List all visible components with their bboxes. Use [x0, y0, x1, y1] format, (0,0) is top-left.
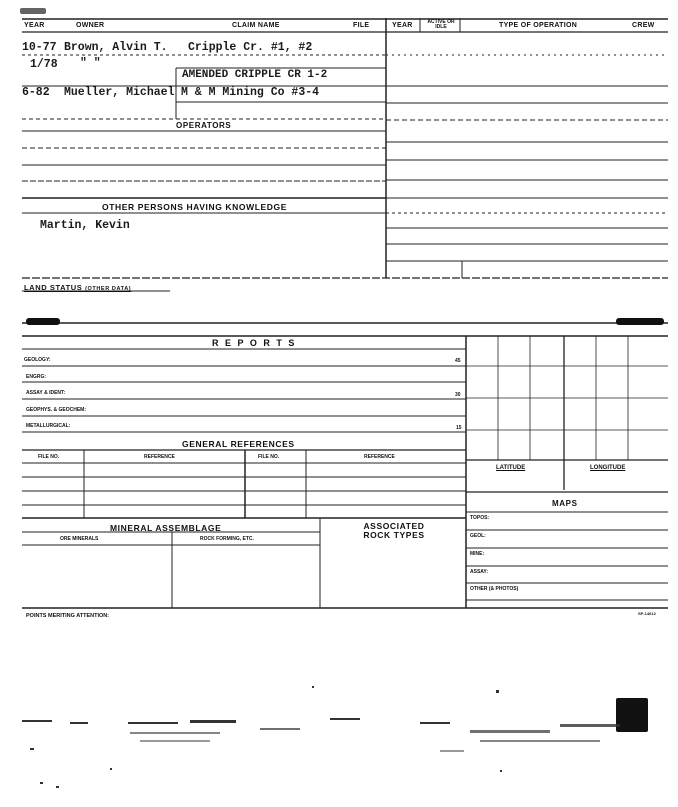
entry-claim: Cripple Cr. #1, #2 — [188, 41, 313, 54]
entry-owner: " " — [80, 57, 101, 70]
mineral-assemblage-title: MINERAL ASSEMBLAGE — [110, 523, 222, 533]
report-label-geology: GEOLOGY: — [24, 357, 51, 363]
maps-row-assay: ASSAY: — [470, 569, 489, 575]
ref-col-file-no: FILE NO. — [38, 454, 60, 460]
report-num-metallurgical: 15 — [456, 425, 462, 431]
knowledge-person: Martin, Kevin — [40, 219, 130, 232]
entry-owner: Mueller, Michael — [64, 86, 175, 99]
col-year: YEAR — [24, 22, 45, 29]
knowledge-title: OTHER PERSONS HAVING KNOWLEDGE — [102, 202, 288, 212]
entry-claim: M & M Mining Co #3-4 — [181, 86, 320, 99]
associated-rock-types-title: ASSOCIATED ROCK TYPES — [363, 521, 425, 540]
report-num-geology: 45 — [455, 358, 461, 364]
report-num-assay: 30 — [455, 392, 461, 398]
col-year-2: YEAR — [392, 22, 413, 29]
maps-row-other: OTHER (& PHOTOS) — [470, 586, 519, 592]
form-number: SP-14612 — [638, 611, 656, 616]
report-label-assay: ASSAY & IDENT: — [26, 390, 66, 396]
reports-title: R E P O R T S — [212, 338, 297, 348]
ref-col-reference-2: REFERENCE — [364, 454, 395, 460]
col-crew: CREW — [632, 22, 655, 29]
entry-year: 10-77 — [22, 41, 57, 54]
points-meriting-attention-label: POINTS MERITING ATTENTION: — [26, 613, 110, 619]
col-claim-name: CLAIM NAME — [232, 22, 280, 29]
col-owner: OWNER — [76, 22, 105, 29]
ore-minerals-label: ORE MINERALS — [60, 536, 99, 542]
report-label-engrg: ENGRG: — [26, 374, 46, 380]
entry-owner: Brown, Alvin T. — [64, 41, 168, 54]
col-active-idle: ACTIVE OR IDLE — [427, 19, 455, 30]
latitude-label: LATITUDE — [496, 465, 526, 471]
longitude-label: LONGITUDE — [590, 465, 626, 471]
operators-title: OPERATORS — [176, 121, 232, 130]
maps-row-mine: MINE: — [470, 551, 485, 557]
entry-claim: AMENDED CRIPPLE CR 1-2 — [182, 69, 328, 81]
maps-title: MAPS — [552, 499, 578, 508]
col-type-of-operation: TYPE OF OPERATION — [499, 22, 578, 29]
report-label-metallurgical: METALLURGICAL: — [26, 423, 71, 429]
maps-row-topos: TOPOS: — [470, 515, 490, 521]
general-references-title: GENERAL REFERENCES — [182, 439, 295, 449]
maps-row-geol: GEOL: — [470, 533, 486, 539]
col-file: FILE — [353, 22, 370, 29]
land-status-title: LAND STATUS (OTHER DATA) — [24, 283, 132, 292]
ref-col-reference: REFERENCE — [144, 454, 175, 460]
ref-col-file-no-2: FILE NO. — [258, 454, 280, 460]
rock-forming-label: ROCK FORMING, ETC. — [200, 536, 254, 542]
entry-year: 1/78 — [30, 58, 58, 71]
report-label-geophys: GEOPHYS. & GEOCHEM: — [26, 407, 87, 413]
entry-year: 6-82 — [22, 86, 50, 99]
